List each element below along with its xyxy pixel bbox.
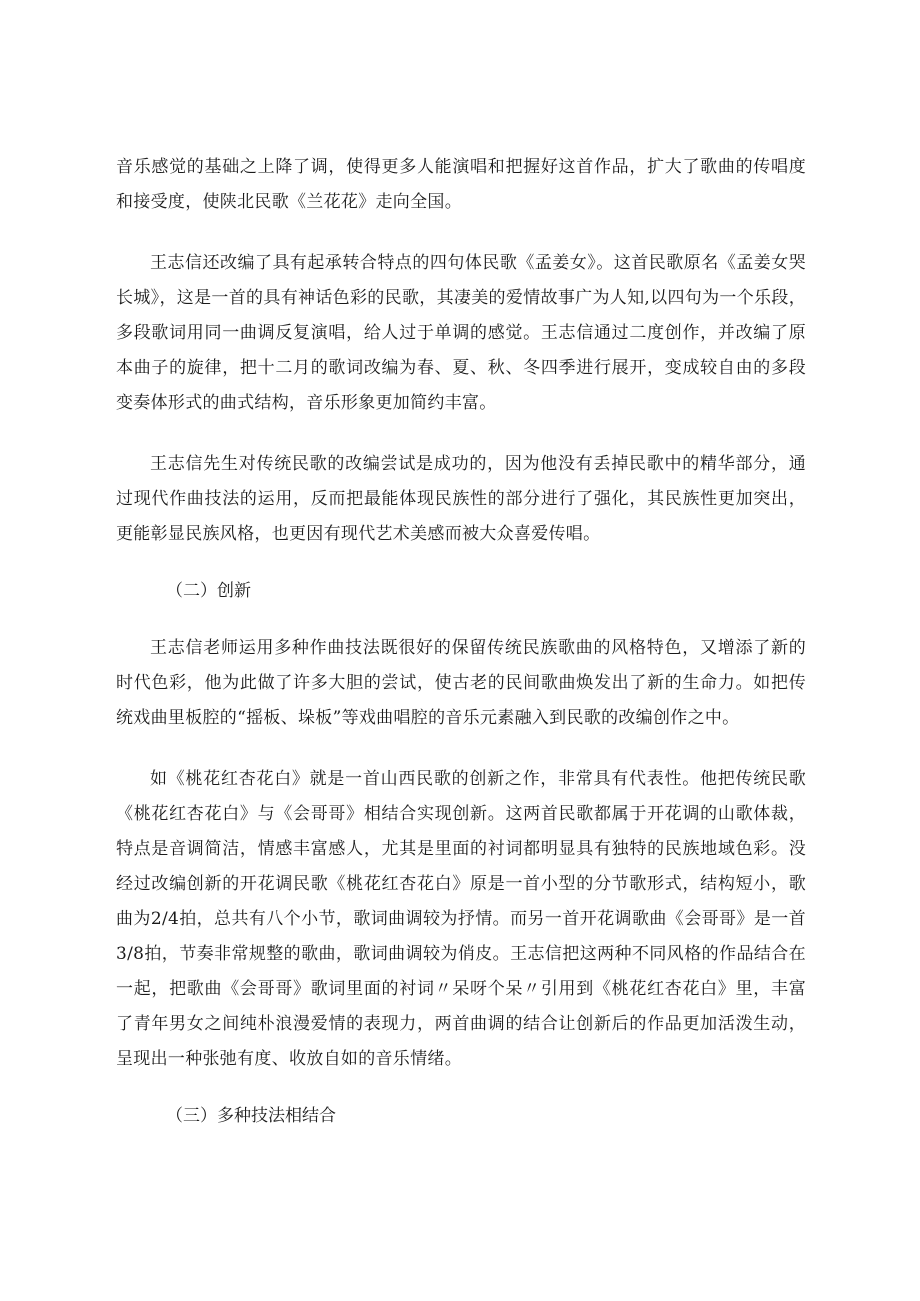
paragraph-success-summary: 王志信先生对传统民歌的改编尝试是成功的，因为他没有丢掉民歌中的精华部分，通过现代作曲技法的运用，反而把最能体现民族性的部分进行了强化，其民族性更加突出，更能彰显民族风格，也更因有现代艺术美感而被大众喜爱传唱。 [116, 454, 806, 544]
paragraph-continuation: 音乐感觉的基础之上降了调，使得更多人能演唱和把握好这首作品，扩大了歌曲的传唱度和接受度，使陕北民歌《兰花花》走向全国。 [116, 157, 806, 212]
paragraph-innovation-intro: 王志信老师运用多种作曲技法既很好的保留传统民族歌曲的风格特色，又增添了新的时代色彩，他为此做了许多大胆的尝试，使古老的民间歌曲焕发出了新的生命力。如把传统戏曲里板腔的“摇板、垛板”等戏曲唱腔的音乐元素融入到民歌的改编创作之中。 [116, 638, 806, 728]
paragraph-mengjiangnu: 王志信还改编了具有起承转合特点的四句体民歌《孟姜女》。这首民歌原名《孟姜女哭长城》，这是一首的具有神话色彩的民歌，其凄美的爱情故事广为人知,以四句为一个乐段，多段歌词用同一曲调反复演唱，给人过于单调的感觉。王志信通过二度创作，并改编了原本曲子的旋律，把十二月的歌词改编为春、夏、秋、冬四季进行展开，变成较自由的多段变奏体形式的曲式结构，音乐形象更加简约丰富。 [116, 253, 806, 413]
document-page [116, 150, 806, 1134]
section-heading-innovation: （二）创新 [166, 581, 251, 601]
paragraph-taohuahong-example: 如《桃花红杏花白》就是一首山西民歌的创新之作，非常具有代表性。他把传统民歌《桃花红杏花白》与《会哥哥》相结合实现创新。这两首民歌都属于开花调的山歌体裁，特点是音调简洁，情感丰富感人，尤其是里面的衬词都明显具有独特的民族地域色彩。没经过改编创新的开花调民歌《桃花红杏花白》原是一首小型的分节歌形式，结构短小，歌曲为2/4拍，总共有八个小节，歌词曲调较为抒情。而另一首开花调歌曲《会哥哥》是一首3/8拍，节奏非常规整的歌曲，歌词曲调较为俏皮。王志信把这两种不同风格的作品结合在一起，把歌曲《会哥哥》歌词里面的衬词〃呆呀个呆〃引用到《桃花红杏花白》里，丰富了青年男女之间纯朴浪漫爱情的表现力，两首曲调的结合让创新后的作品更加活泼生动，呈现出一种张弛有度、收放自如的音乐情绪。 [116, 769, 806, 1069]
section-heading-combined-techniques: （三）多种技法相结合 [166, 1106, 336, 1126]
